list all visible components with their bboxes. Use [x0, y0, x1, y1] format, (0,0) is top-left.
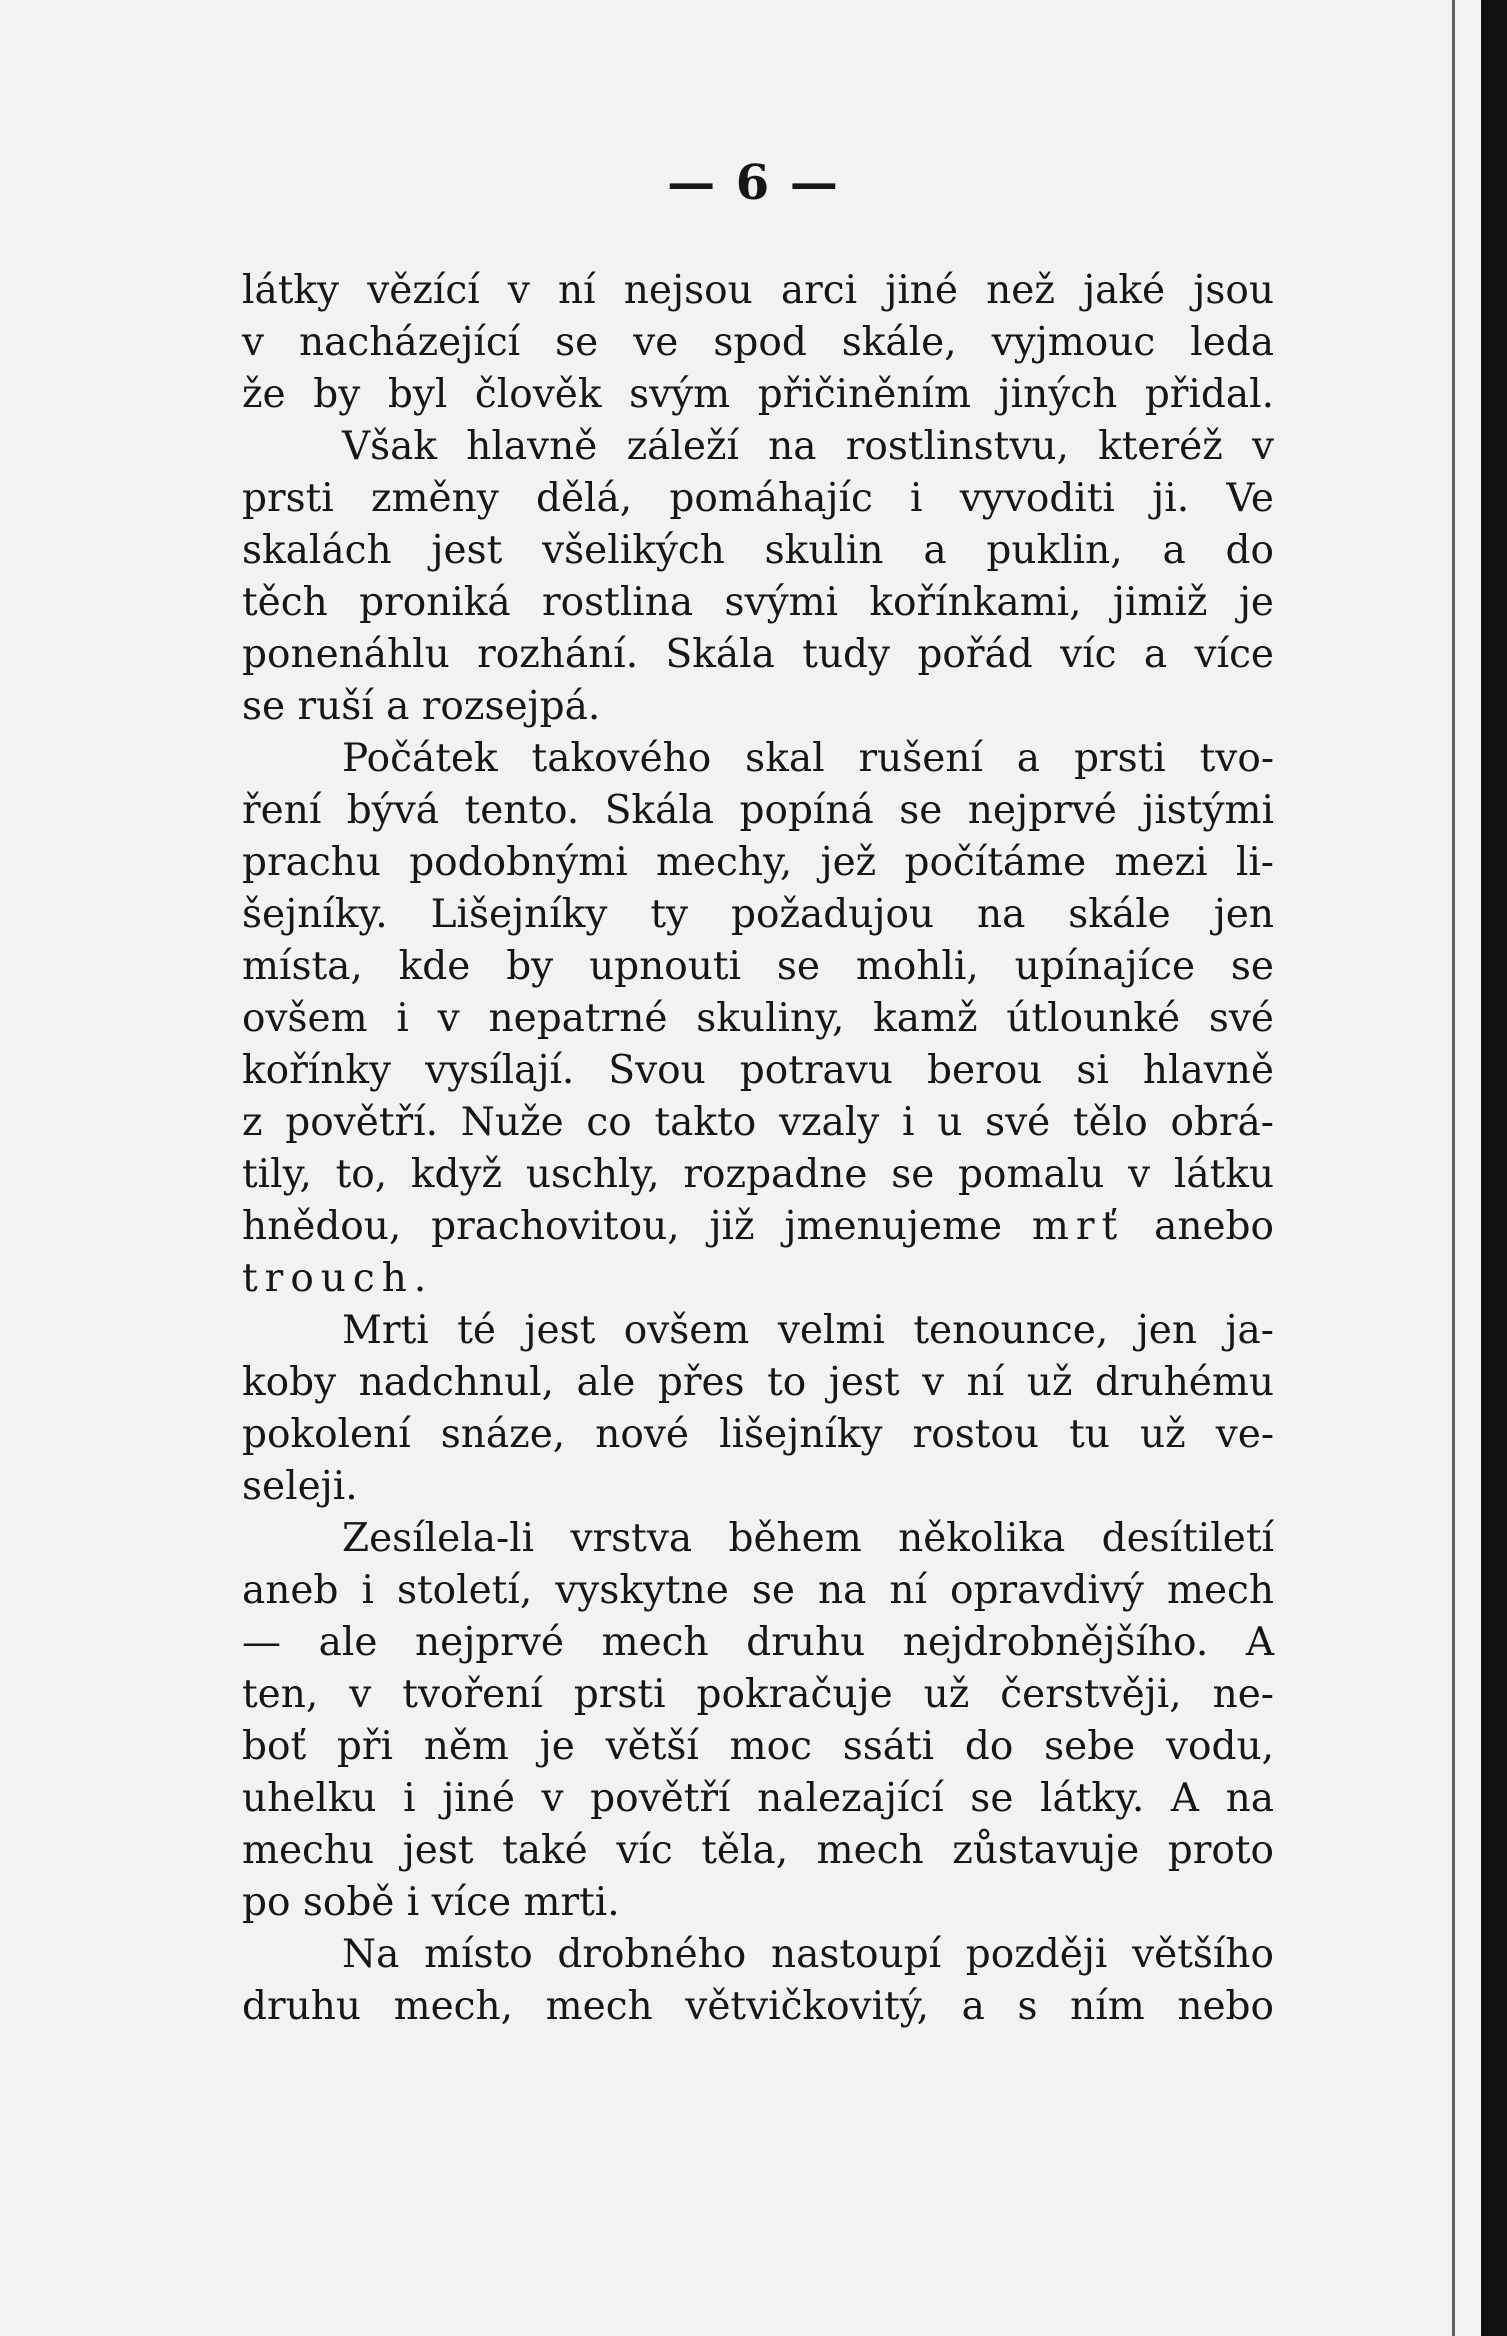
- spaced-word-mrt: mrť: [1031, 1204, 1125, 1249]
- body-text: [242, 265, 1274, 2033]
- text-line: ovšem i v nepatrné skuliny, kamž útlounké své: [242, 996, 1274, 1041]
- text-line: po sobě i více mrti.: [242, 1880, 620, 1925]
- text-segment: hnědou, prachovitou, již jmenujeme: [242, 1204, 1003, 1249]
- text-line: tily, to, když uschly, rozpadne se pomalu v látku: [242, 1152, 1274, 1197]
- text-line: Na místo drobného nastoupí později většího: [342, 1932, 1274, 1977]
- text-line: Zesílela-li vrstva během několika desítiletí: [342, 1516, 1274, 1561]
- text-line: Počátek takového skal rušení a prsti tvo-: [342, 736, 1274, 781]
- text-line: seleji.: [242, 1464, 358, 1509]
- page-number: — 6 —: [667, 155, 840, 211]
- text-line: druhu mech, mech větvičkovitý, a s ním nebo: [242, 1984, 1274, 2029]
- text-line: aneb i století, vyskytne se na ní opravdivý mech: [242, 1568, 1274, 1613]
- text-line: mechu jest také víc těla, mech zůstavuje proto: [242, 1828, 1274, 1873]
- text-line: koby nadchnul, ale přes to jest v ní už druhému: [242, 1360, 1274, 1405]
- text-line: ten, v tvoření prsti pokračuje už čerstvěji, ne-: [242, 1672, 1274, 1717]
- scan-dark-edge: [1481, 0, 1507, 2336]
- text-line: látky vězící v ní nejsou arci jiné než jaké jsou: [242, 268, 1274, 313]
- text-line: místa, kde by upnouti se mohli, upínajíce se: [242, 944, 1274, 989]
- text-line: že by byl člověk svým přičiněním jiných přidal.: [242, 372, 1274, 417]
- text-line: těch proniká rostlina svými kořínkami, jimiž je: [242, 580, 1274, 625]
- text-line: skalách jest všelikých skulin a puklin, a do: [242, 528, 1274, 573]
- text-line: — ale nejprvé mech druhu nejdrobnějšího. A: [242, 1620, 1274, 1665]
- text-line: v nacházející se ve spod skále, vyjmouc leda: [242, 320, 1274, 365]
- text-line: Mrti té jest ovšem velmi tenounce, jen ja-: [342, 1308, 1274, 1353]
- text-segment-anebo: anebo: [1154, 1204, 1274, 1249]
- text-line: se ruší a rozsejpá.: [242, 684, 601, 729]
- text-line: boť při něm je větší moc ssáti do sebe vodu,: [242, 1724, 1274, 1769]
- spaced-word-trouch: trouch.: [242, 1256, 434, 1301]
- text-line: uhelku i jiné v povětří nalezající se látky. A na: [242, 1776, 1274, 1821]
- text-line: kořínky vysílají. Svou potravu berou si hlavně: [242, 1048, 1274, 1093]
- text-line: prachu podobnými mechy, jež počítáme mezi li-: [242, 840, 1274, 885]
- text-line: ponenáhlu rozhání. Skála tudy pořád víc a více: [242, 632, 1274, 677]
- page-edge-line: [1452, 0, 1455, 2336]
- text-line: prsti změny dělá, pomáhajíc i vyvoditi ji. Ve: [242, 476, 1274, 521]
- text-line: pokolení snáze, nové lišejníky rostou tu už ve-: [242, 1412, 1274, 1457]
- text-line: z povětří. Nuže co takto vzaly i u své tělo obrá-: [242, 1100, 1274, 1145]
- text-line-with-spaced-words: [242, 1201, 1274, 1253]
- text-line: ření bývá tento. Skála popíná se nejprvé jistými: [242, 788, 1274, 833]
- text-line: Však hlavně záleží na rostlinstvu, kteréž v: [342, 424, 1274, 469]
- text-line: šejníky. Lišejníky ty požadujou na skále jen: [242, 892, 1274, 937]
